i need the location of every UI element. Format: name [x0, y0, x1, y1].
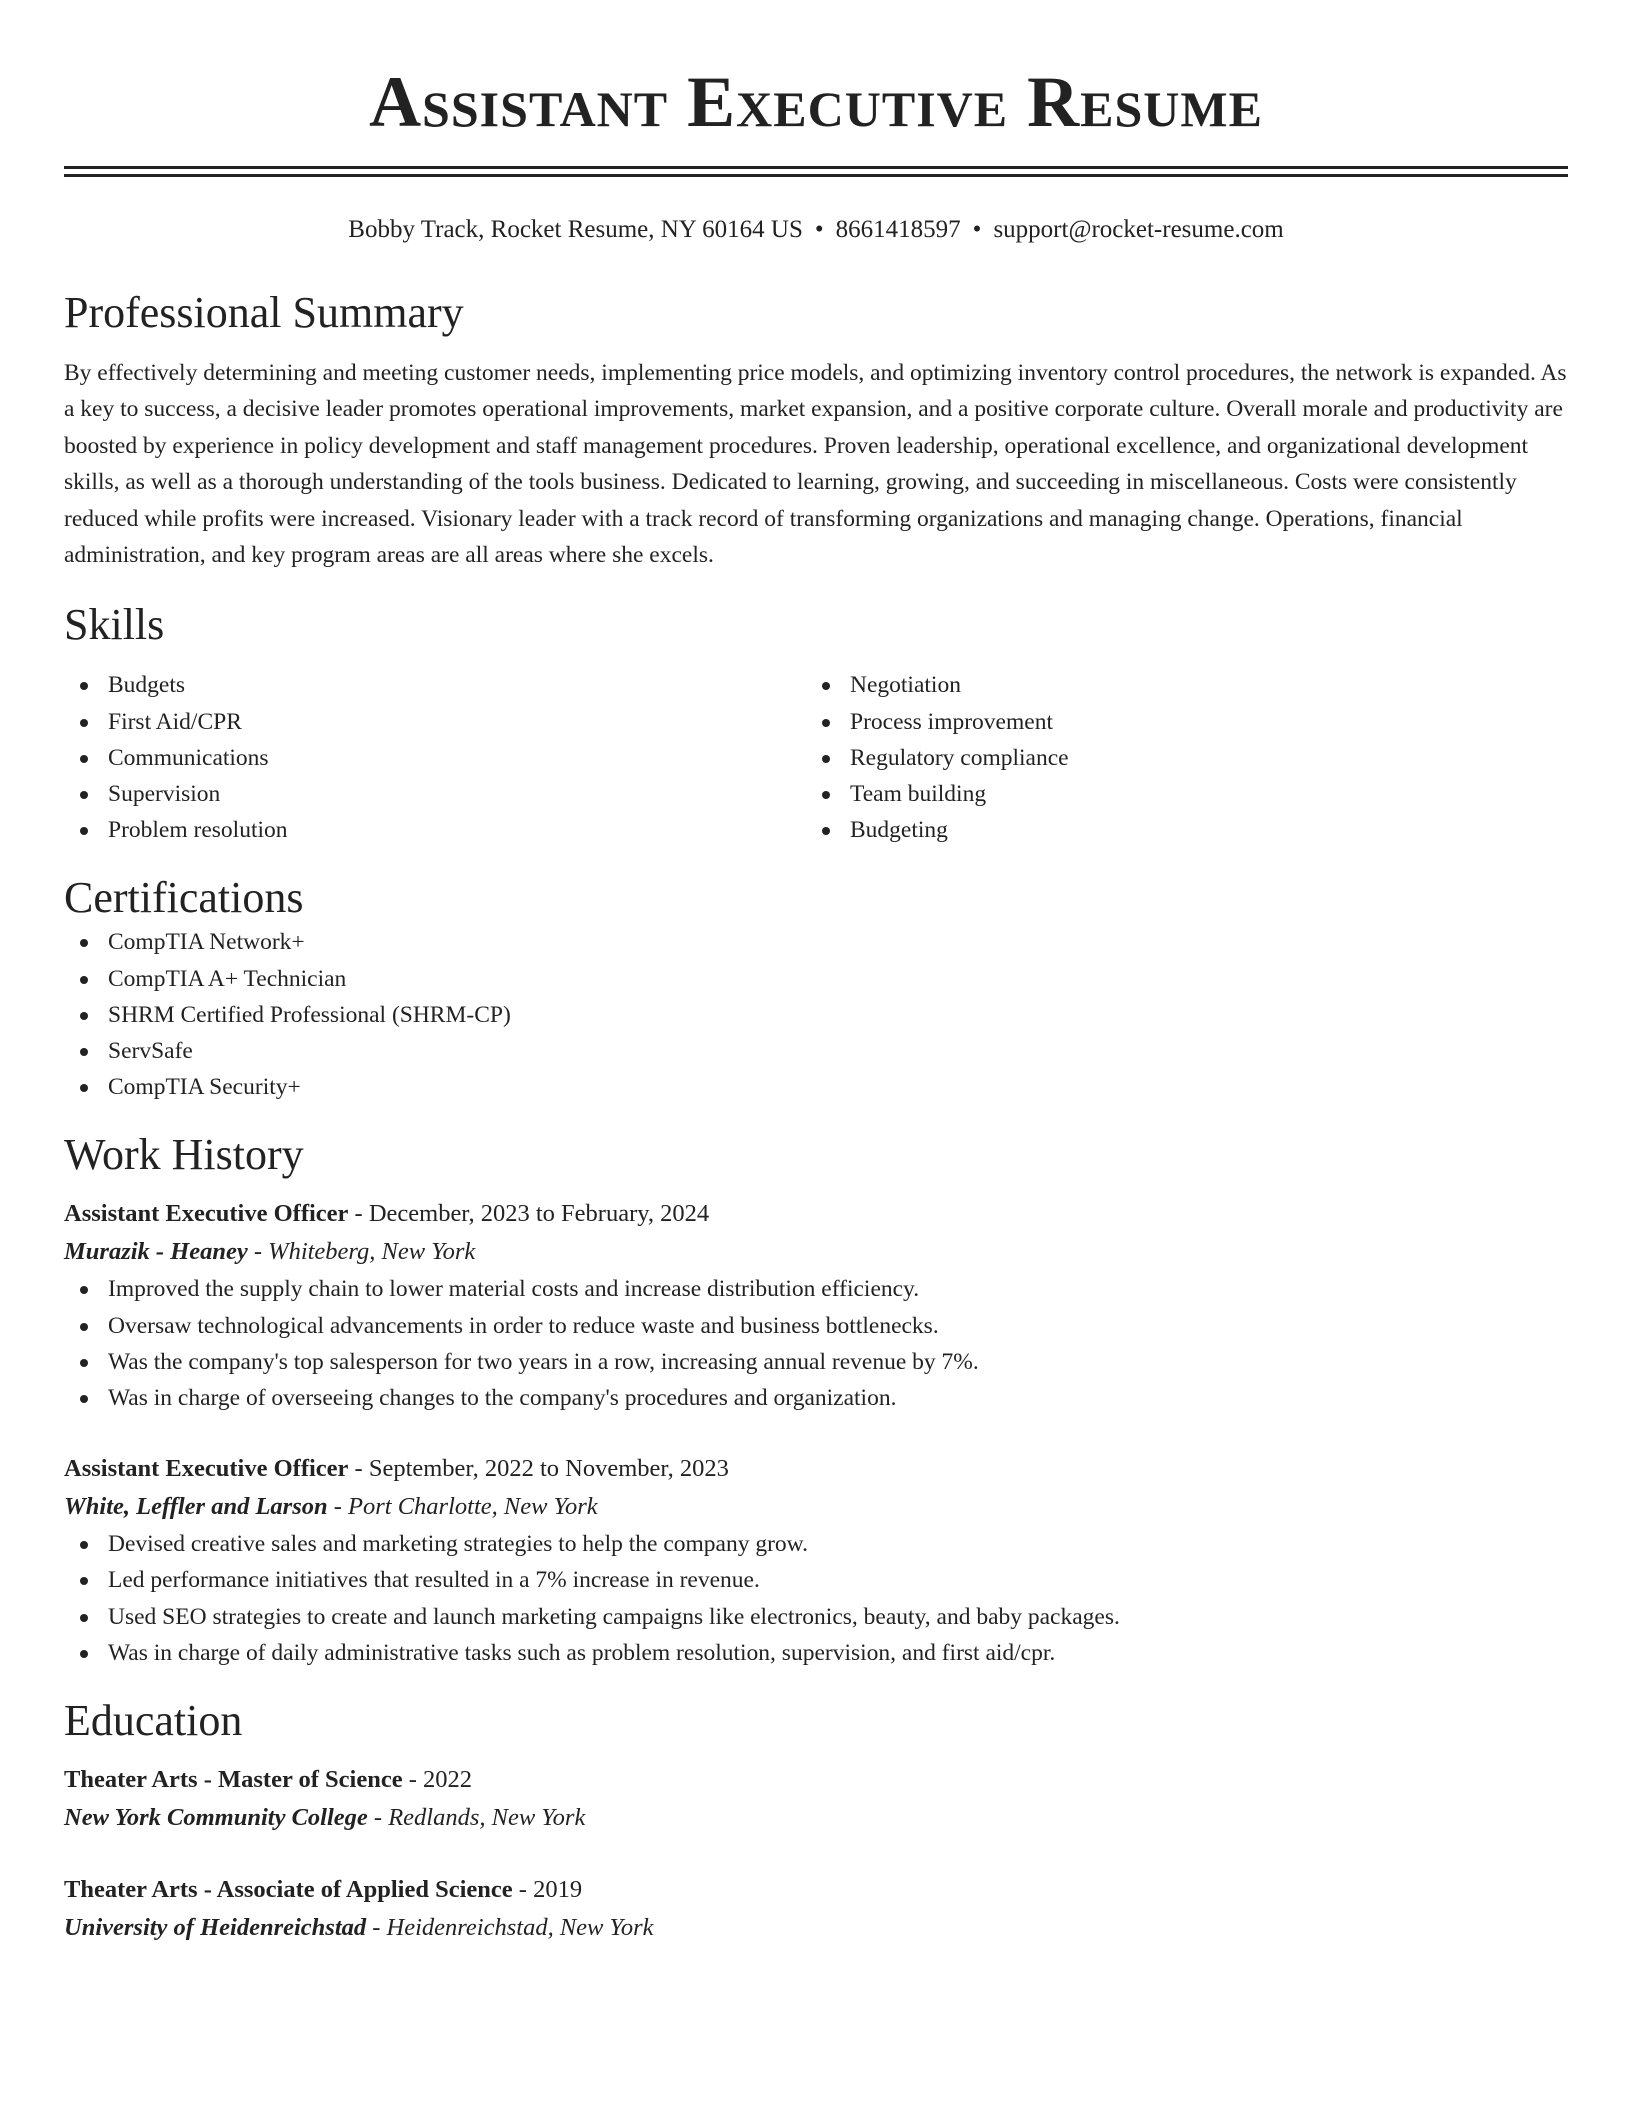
education-school-line — [64, 1799, 1568, 1837]
summary-heading: Professional Summary — [64, 288, 464, 337]
job-duty-item: Led performance initiatives that resulted in a 7% increase in revenue. — [64, 1562, 1568, 1598]
job-duty-item: Improved the supply chain to lower material costs and increase distribution efficiency. — [64, 1271, 1568, 1307]
education-location: - Redlands, New York — [367, 1804, 586, 1832]
job-title: Assistant Executive Officer — [64, 1455, 349, 1483]
contact-separator: • — [814, 216, 824, 243]
contact-address: Bobby Track, Rocket Resume, NY 60164 US — [348, 216, 803, 243]
skill-item: Problem resolution — [64, 812, 806, 848]
education-degree: Theater Arts - Associate of Applied Science — [64, 1876, 513, 1904]
contact-separator: • — [972, 216, 982, 243]
skills-columns — [64, 667, 1568, 848]
job-company: White, Leffler and Larson — [64, 1493, 328, 1521]
job-employer — [64, 1488, 1568, 1526]
summary-text: By effectively determining and meeting customer needs, implementing price models, and optimizing inventory control procedures, the network is expanded. As a key to success, a decisive leader promotes operational improvements, market expansion, and a positive corporate culture. Overall morale and productivity are boosted by experience in policy development and staff management procedures. Proven leadership, operational excellence, and organizational development skills, as well as a thorough understanding of the tools business. Dedicated to learning, growing, and succeeding in miscellaneous. Costs were consistently reduced while profits were increased. Visionary leader with a track record of transforming organizations and managing change. Operations, financial administration, and key program areas are all areas where she excels. — [64, 360, 1567, 569]
certification-item: CompTIA Network+ — [64, 924, 1568, 960]
job-header — [64, 1195, 1568, 1233]
skills-list-right — [806, 667, 1548, 848]
skill-item: Budgets — [64, 667, 806, 703]
job-duty-item: Was in charge of daily administrative tasks such as problem resolution, supervision, and first aid/cpr. — [64, 1635, 1568, 1671]
work-history-heading: Work History — [64, 1130, 304, 1180]
skill-item: Negotiation — [806, 667, 1548, 703]
job-location: - Port Charlotte, New York — [327, 1493, 598, 1521]
job-dates: - December, 2023 to February, 2024 — [348, 1200, 710, 1228]
job-duty-item: Used SEO strategies to create and launch marketing campaigns like electronics, beauty, and baby packages. — [64, 1599, 1568, 1635]
resume-title: Assistant Executive Resume — [369, 62, 1263, 142]
contact-line — [64, 213, 1568, 247]
education-year: - 2022 — [402, 1766, 473, 1794]
job-dates: - September, 2022 to November, 2023 — [348, 1455, 729, 1483]
certification-item: SHRM Certified Professional (SHRM-CP) — [64, 997, 1568, 1033]
skill-item: Regulatory compliance — [806, 740, 1548, 776]
education-location: - Heidenreichstad, New York — [366, 1914, 654, 1942]
skill-item: Budgeting — [806, 812, 1548, 848]
skills-list-left — [64, 667, 806, 848]
job-duties-list — [64, 1526, 1568, 1671]
title-divider — [64, 166, 1568, 177]
education-year: - 2019 — [512, 1876, 583, 1904]
skill-item: Team building — [806, 776, 1548, 812]
skill-item: Communications — [64, 740, 806, 776]
education-degree-line — [64, 1871, 1568, 1909]
job-duty-item: Oversaw technological advancements in order to reduce waste and business bottlenecks. — [64, 1308, 1568, 1344]
education-degree-line — [64, 1761, 1568, 1799]
job-employer — [64, 1233, 1568, 1271]
certifications-heading: Certifications — [64, 873, 304, 923]
job-title: Assistant Executive Officer — [64, 1200, 349, 1228]
skill-item: Process improvement — [806, 704, 1548, 740]
job-duties-list — [64, 1271, 1568, 1416]
job-header — [64, 1450, 1568, 1488]
skill-item: First Aid/CPR — [64, 704, 806, 740]
skill-item: Supervision — [64, 776, 806, 812]
education-heading: Education — [64, 1696, 243, 1746]
certification-item: CompTIA Security+ — [64, 1069, 1568, 1105]
job-duty-item: Was in charge of overseeing changes to the company's procedures and organization. — [64, 1380, 1568, 1416]
education-school: New York Community College — [64, 1804, 368, 1832]
education-school-line — [64, 1909, 1568, 1947]
job-duty-item: Devised creative sales and marketing strategies to help the company grow. — [64, 1526, 1568, 1562]
resume-page — [64, 0, 1568, 1947]
job-company: Murazik - Heaney — [64, 1238, 248, 1266]
job-location: - Whiteberg, New York — [247, 1238, 476, 1266]
skills-heading: Skills — [64, 600, 165, 650]
education-school: University of Heidenreichstad — [64, 1914, 367, 1942]
contact-phone: 8661418597 — [835, 216, 961, 243]
certification-item: ServSafe — [64, 1033, 1568, 1069]
job-duty-item: Was the company's top salesperson for two years in a row, increasing annual revenue by 7%. — [64, 1344, 1568, 1380]
education-degree: Theater Arts - Master of Science — [64, 1766, 403, 1794]
certifications-list — [64, 924, 1568, 1105]
contact-email: support@rocket-resume.com — [993, 216, 1284, 243]
certification-item: CompTIA A+ Technician — [64, 961, 1568, 997]
